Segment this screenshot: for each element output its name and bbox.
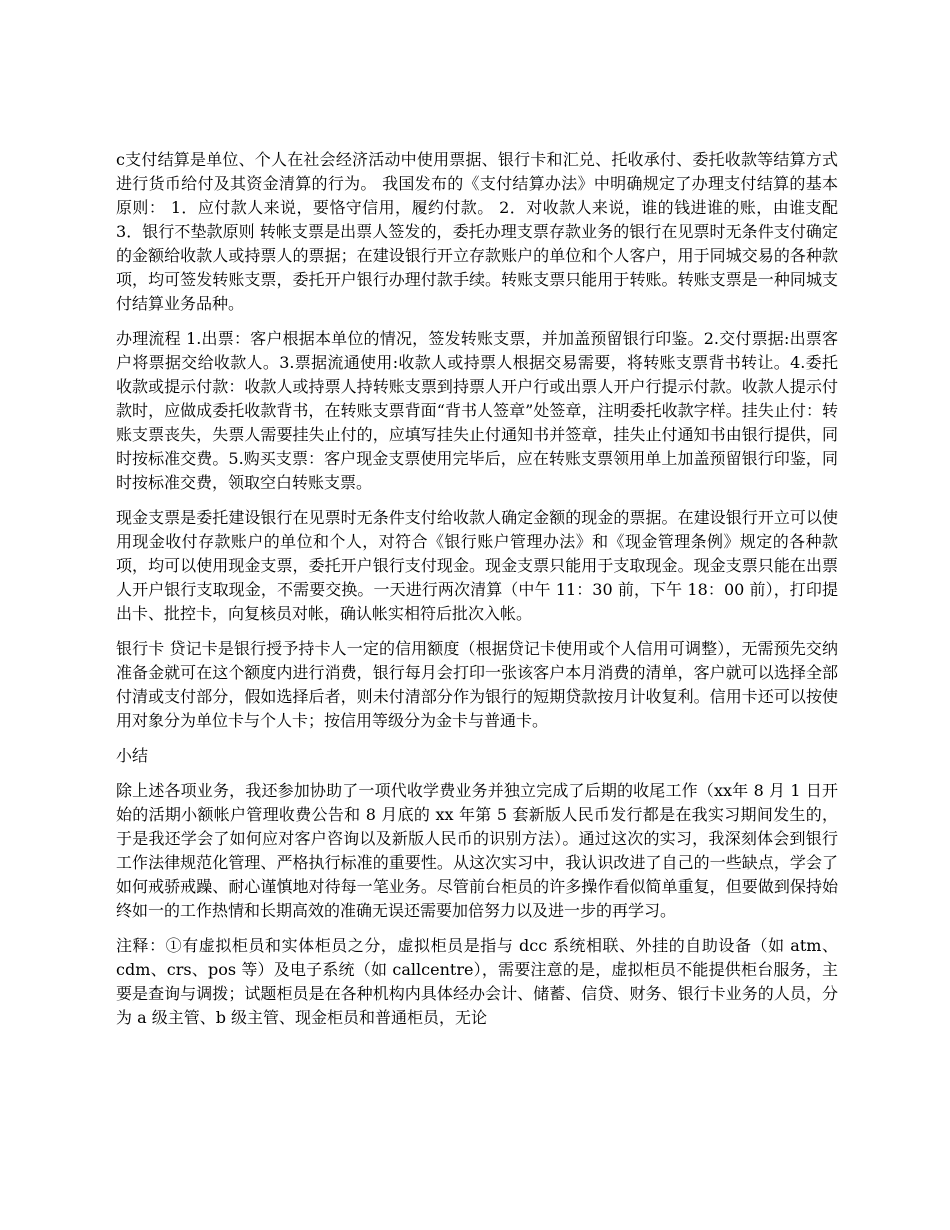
paragraph-bank-card: 银行卡 贷记卡是银行授予持卡人一定的信用额度（根据贷记卡使用或个人信用可调整），无需预先交纳准备金就可在这个额度内进行消费，银行每月会打印一张该客户本月消费的清单，客户就可以选择全部付清或支付部分，假如选择后者，则未付清部分作为银行的短期贷款按月计收复利。信用卡还可以按使用对象分为单位卡与个人卡；按信用等级分为金卡与普通卡。	[116, 639, 838, 730]
paragraph-summary: 除上述各项业务，我还参加协助了一项代收学费业务并独立完成了后期的收尾工作（xx年 8 月 1 日开始的活期小额帐户管理收费公告和 8 月底的 xx 年第 5 套新版人民币发行都是在我实习期间发生的，于是我还学会了如何应对客户咨询以及新版人民币的识别方法）。通过这次的实习，我深刻体会到银行工作法律规范化管理、严格执行标准的重要性。从这次实习中，我认识改进了自己的一些缺点，学会了如何戒骄戒躁、耐心谨慎地对待每一笔业务。尽管前台柜员的许多操作看似简单重复，但要做到保持始终如一的工作热情和长期高效的准确无误还需要加倍努力以及进一步的再学习。	[116, 781, 838, 920]
paragraph-process: 办理流程 1.出票：客户根据本单位的情况，签发转账支票，并加盖预留银行印鉴。2.交付票据:出票客户将票据交给收款人。3.票据流通使用:收款人或持票人根据交易需要，将转账支票背书转让。4.委托收款或提示付款：收款人或持票人持转账支票到持票人开户行或出票人开户行提示付款。收款人提示付款时，应做成委托收款背书，在转账支票背面“背书人签章”处签章，注明委托收款字样。挂失止付：转账支票丧失，失票人需要挂失止付的，应填写挂失止付通知书并签章，挂失止付通知书由银行提供，同时按标准交费。5.购买支票：客户现金支票使用完毕后，应在转账支票领用单上加盖预留银行印鉴，同时按标准交费，领取空白转账支票。	[116, 329, 838, 492]
paragraph-cash-check: 现金支票是委托建设银行在见票时无条件支付给收款人确定金额的现金的票据。在建设银行开立可以使用现金收付存款账户的单位和个人，对符合《银行账户管理办法》和《现金管理条例》规定的各种款项，均可以使用现金支票，委托开户银行支付现金。现金支票只能用于支取现金。现金支票只能在出票人开户银行支取现金，不需要交换。一天进行两次清算（中午 11：30 前，下午 18：00 前），打印提出卡、批控卡，向复核员对帐，确认帐实相符后批次入帐。	[116, 508, 838, 623]
paragraph-payment-settlement: c支付结算是单位、个人在社会经济活动中使用票据、银行卡和汇兑、托收承付、委托收款等结算方式进行货币给付及其资金清算的行为。 我国发布的《支付结算办法》中明确规定了办理支付结算的基本原则： 1．应付款人来说，要恪守信用，履约付款。 2．对收款人来说，谁的钱进谁的账，由谁支配 3．银行不垫款原则 转帐支票是出票人签发的，委托办理支票存款业务的银行在见票时无条件支付确定的金额给收款人或持票人的票据；在建设银行开立存款账户的单位和个人客户，用于同城交易的各种款项，均可签发转账支票，委托开户银行办理付款手续。转账支票只能用于转账。转账支票是一种同城支付结算业务品种。	[116, 150, 838, 313]
paragraph-notes: 注释：①有虚拟柜员和实体柜员之分，虚拟柜员是指与 dcc 系统相联、外挂的自助设备（如 atm、cdm、crs、pos 等）及电子系统（如 callcentre），需要注意的是，虚拟柜员不能提供柜台服务，主要是查询与调拨；试题柜员是在各种机构内具体经办会计、储蓄、信贷、财务、银行卡业务的人员，分为 a 级主管、b 级主管、现金柜员和普通柜员，无论	[116, 936, 838, 1027]
document-body	[116, 148, 838, 1041]
section-heading-summary: 小结	[116, 746, 149, 765]
